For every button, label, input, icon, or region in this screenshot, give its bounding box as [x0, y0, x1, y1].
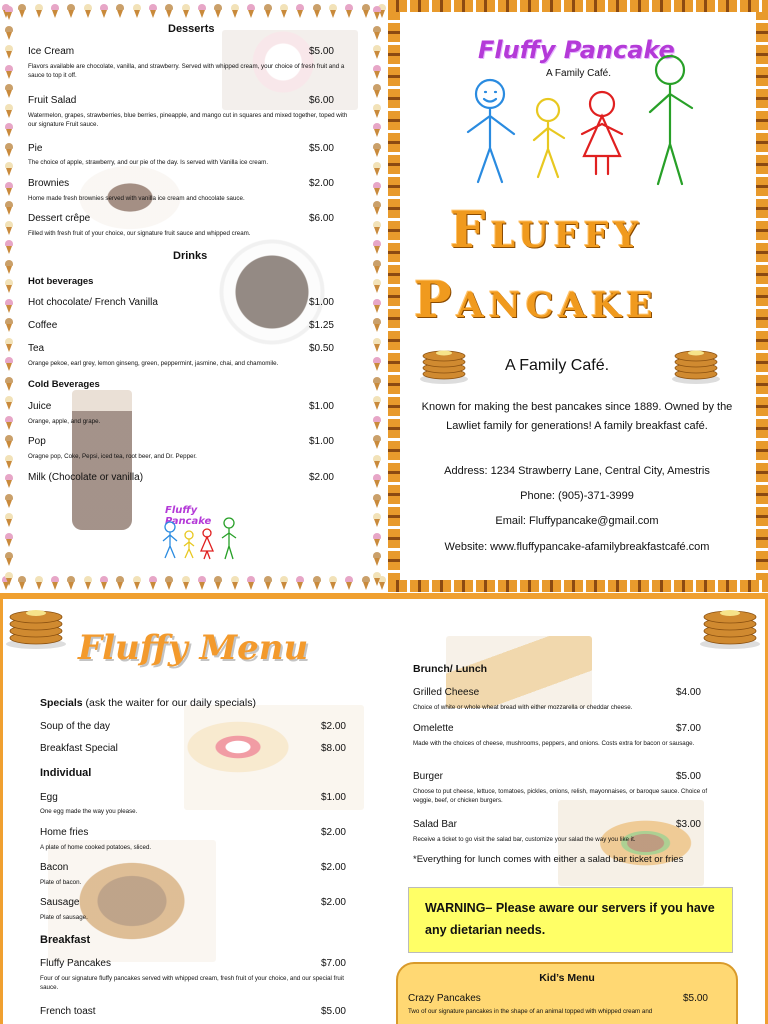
item-description: Made with the choices of cheese, mushrooms, peppers, and onions. Costs extra for bacon or sausage. — [413, 740, 695, 747]
item-name: Crazy Pancakes — [408, 993, 481, 1004]
item-name: Soup of the day — [40, 721, 111, 732]
breakfast-heading: Breakfast — [40, 934, 91, 946]
item-name: Salad Bar — [413, 819, 457, 830]
menu-item-omelette — [413, 723, 701, 734]
menu-item-french-toast — [40, 1006, 346, 1017]
item-name: Home fries — [40, 827, 89, 838]
item-price: $2.00 — [320, 721, 346, 732]
item-price: $2.00 — [308, 472, 334, 483]
menu-item-fruit-salad — [28, 95, 334, 106]
cover-title-line1: Fluffy — [450, 200, 644, 259]
pancake-stack-icon — [670, 345, 722, 385]
item-price: $0.50 — [308, 343, 334, 354]
item-price: $6.00 — [308, 213, 334, 224]
cover-logo — [452, 32, 702, 192]
item-description: Orange, apple, and grape. — [28, 418, 101, 425]
item-name: Omelette — [413, 723, 454, 734]
mini-logo — [155, 505, 245, 561]
menu-item-pop — [28, 436, 334, 447]
individual-heading: Individual — [40, 767, 92, 779]
menu-item-hot-chocolate — [28, 297, 334, 308]
menu-item-brownies — [28, 178, 334, 189]
item-description: Choose to put cheese, lettuce, tomatoes, pickles, onions, relish, mayonnaises, or baroque sauce. Choice of veggie, beef, or chicken burgers. — [413, 788, 708, 804]
cover-email: Email: Fluffypancake@gmail.com — [495, 515, 659, 527]
logo-text: Fluffy Pancake — [478, 36, 675, 64]
item-description: Flavors available are chocolate, vanilla, and strawberry. Served with whipped cream, your choice of fresh fruit and a sauce to top it off. — [28, 63, 345, 79]
specials-heading-row — [40, 697, 256, 709]
menu-item-home-fries — [40, 827, 346, 838]
drinks-heading: Drinks — [173, 250, 208, 262]
item-price: $8.00 — [320, 743, 346, 754]
item-price: $2.00 — [320, 862, 346, 873]
menu-item-ice-cream — [28, 46, 334, 57]
item-name: Egg — [40, 792, 58, 803]
item-name: Hot chocolate/ French Vanilla — [28, 297, 158, 308]
item-price: $5.00 — [675, 771, 701, 782]
cover-address: Address: 1234 Strawberry Lane, Central City, Amestris — [444, 465, 710, 477]
item-name: Pop — [28, 436, 46, 447]
menu-item-salad-bar — [413, 819, 701, 830]
item-name: Grilled Cheese — [413, 687, 480, 698]
item-price: $1.25 — [308, 320, 334, 331]
ice-cream-border-left — [2, 0, 16, 592]
pancake-stack-icon — [698, 602, 762, 650]
warning-box: WARNING– Please aware our servers if you have any dietarian needs. — [408, 887, 733, 953]
item-price: $1.00 — [308, 401, 334, 412]
cover-phone: Phone: (905)-371-3999 — [520, 490, 634, 502]
item-description: One egg made the way you please. — [40, 808, 138, 815]
item-name: Tea — [28, 343, 45, 354]
kids-menu-heading: Kid’s Menu — [539, 972, 595, 984]
menu-item-burger — [413, 771, 701, 782]
hot-beverages-heading: Hot beverages — [28, 276, 94, 287]
menu-item-pie — [28, 143, 334, 154]
item-name: Sausage — [40, 897, 80, 908]
lunch-heading: Brunch/ Lunch — [413, 663, 488, 675]
item-price: $5.00 — [320, 1006, 346, 1017]
menu-item-juice — [28, 401, 334, 412]
item-description: Oragne pop, Coke, Pepsi, iced tea, root beer, and Dr. Pepper. — [28, 453, 197, 460]
item-price: $7.00 — [320, 958, 346, 969]
cold-beverages-heading: Cold Beverages — [28, 379, 100, 390]
item-description: Watermelon, grapes, strawberries, blue berries, pineapple, and mango cut in squares and mixed together, toped with our signature Fruit sauce. — [28, 112, 348, 128]
item-name: Dessert crêpe — [28, 213, 91, 224]
specials-note: (ask the waiter for our daily specials) — [82, 697, 256, 709]
menu-title: Fluffy Menu — [78, 628, 309, 668]
item-description: Plate of sausage. — [40, 914, 88, 921]
menu-item-coffee — [28, 320, 334, 331]
ice-cream-border-bottom — [0, 574, 388, 592]
cover-title-line2: Pancake — [414, 270, 658, 329]
item-description: A plate of home cooked potatoes, sliced. — [40, 844, 152, 851]
menu-item-breakfast-special — [40, 743, 346, 754]
item-name: Fluffy Pancakes — [40, 958, 111, 969]
item-description: Orange pekoe, earl grey, lemon ginseng, green, peppermint, jasmine, chai, and chamomile. — [28, 360, 279, 367]
item-name: Fruit Salad — [28, 95, 77, 106]
menu-item-egg — [40, 792, 346, 803]
item-price: $2.00 — [320, 827, 346, 838]
menu-item-fluffy-pancakes — [40, 958, 346, 969]
item-name: Brownies — [28, 178, 70, 189]
item-description: Four of our signature fluffy pancakes served with whipped cream, fresh fruit of your choice, and our special fruit sauce. — [40, 975, 344, 991]
lunch-note: *Everything for lunch comes with either a salad bar ticket or fries — [413, 854, 684, 865]
cover-website: Website: www.fluffypancake-afamilybreakfastcafé.com — [444, 541, 710, 553]
pancake-stack-icon — [4, 602, 68, 650]
item-name: Pie — [28, 143, 43, 154]
item-name: Coffee — [28, 320, 58, 331]
item-description: Home made fresh brownies served with vanilla ice cream and chocolate sauce. — [28, 195, 245, 202]
desserts-heading: Desserts — [168, 23, 215, 35]
kids-menu-box — [396, 962, 738, 1024]
stick-figures-icon — [155, 505, 245, 561]
item-description: Receive a ticket to go visit the salad bar, customize your salad the way you like it. — [413, 836, 636, 843]
item-name: Bacon — [40, 862, 69, 873]
item-price: $5.00 — [308, 143, 334, 154]
item-description: Filled with fresh fruit of your choice, our signature fruit sauce and whipped cream. — [28, 230, 251, 237]
menu-item-grilled-cheese — [413, 687, 701, 698]
coffee-cup-photo — [208, 236, 336, 348]
item-name: Juice — [28, 401, 52, 412]
specials-heading: Specials — [40, 697, 83, 709]
item-name: Burger — [413, 771, 444, 782]
stick-family-icon — [452, 32, 702, 192]
mini-logo-text: Fluffy Pancake — [165, 505, 212, 527]
ice-cream-border-top — [0, 2, 388, 20]
desserts-drinks-panel — [0, 0, 388, 594]
item-price: $1.00 — [308, 436, 334, 447]
pancake-stack-icon — [418, 345, 470, 385]
logo-subtitle: A Family Café. — [546, 68, 612, 79]
item-price: $2.00 — [308, 178, 334, 189]
item-price: $4.00 — [675, 687, 701, 698]
menu-item-tea — [28, 343, 334, 354]
item-price: $5.00 — [682, 993, 708, 1004]
cover-tagline: A Family Café. — [505, 357, 610, 374]
menu-item-bacon — [40, 862, 346, 873]
item-description: Plate of bacon. — [40, 879, 82, 886]
item-price: $7.00 — [675, 723, 701, 734]
item-price: $1.00 — [308, 297, 334, 308]
menu-item-soup — [40, 721, 346, 732]
menu-item-crazy-pancakes — [408, 993, 726, 1004]
menu-item-sausage — [40, 897, 346, 908]
item-name: French toast — [40, 1006, 96, 1017]
item-name: Ice Cream — [28, 46, 75, 57]
item-description: The choice of apple, strawberry, and our pie of the day. Is served with Vanilla ice cream. — [28, 159, 269, 166]
item-price: $6.00 — [308, 95, 334, 106]
item-name: Milk (Chocolate or vanilla) — [28, 472, 144, 483]
item-price: $1.00 — [320, 792, 346, 803]
cover-about: Known for making the best pancakes since 1889. Owned by the Lawliet family for generations! A family breakfast café. — [421, 401, 733, 432]
item-price: $2.00 — [320, 897, 346, 908]
item-price: $3.00 — [675, 819, 701, 830]
menu-item-milk — [28, 472, 334, 483]
item-description: Choice of white or whole wheat bread with either mozzarella or cheddar cheese. — [413, 704, 633, 711]
ice-cream-border-right — [370, 0, 384, 592]
menu-item-dessert-crepe — [28, 213, 334, 224]
item-price: $5.00 — [308, 46, 334, 57]
item-name: Breakfast Special — [40, 743, 118, 754]
item-description: Two of our signature pancakes in the shape of an animal topped with whipped cream and — [408, 1008, 653, 1015]
